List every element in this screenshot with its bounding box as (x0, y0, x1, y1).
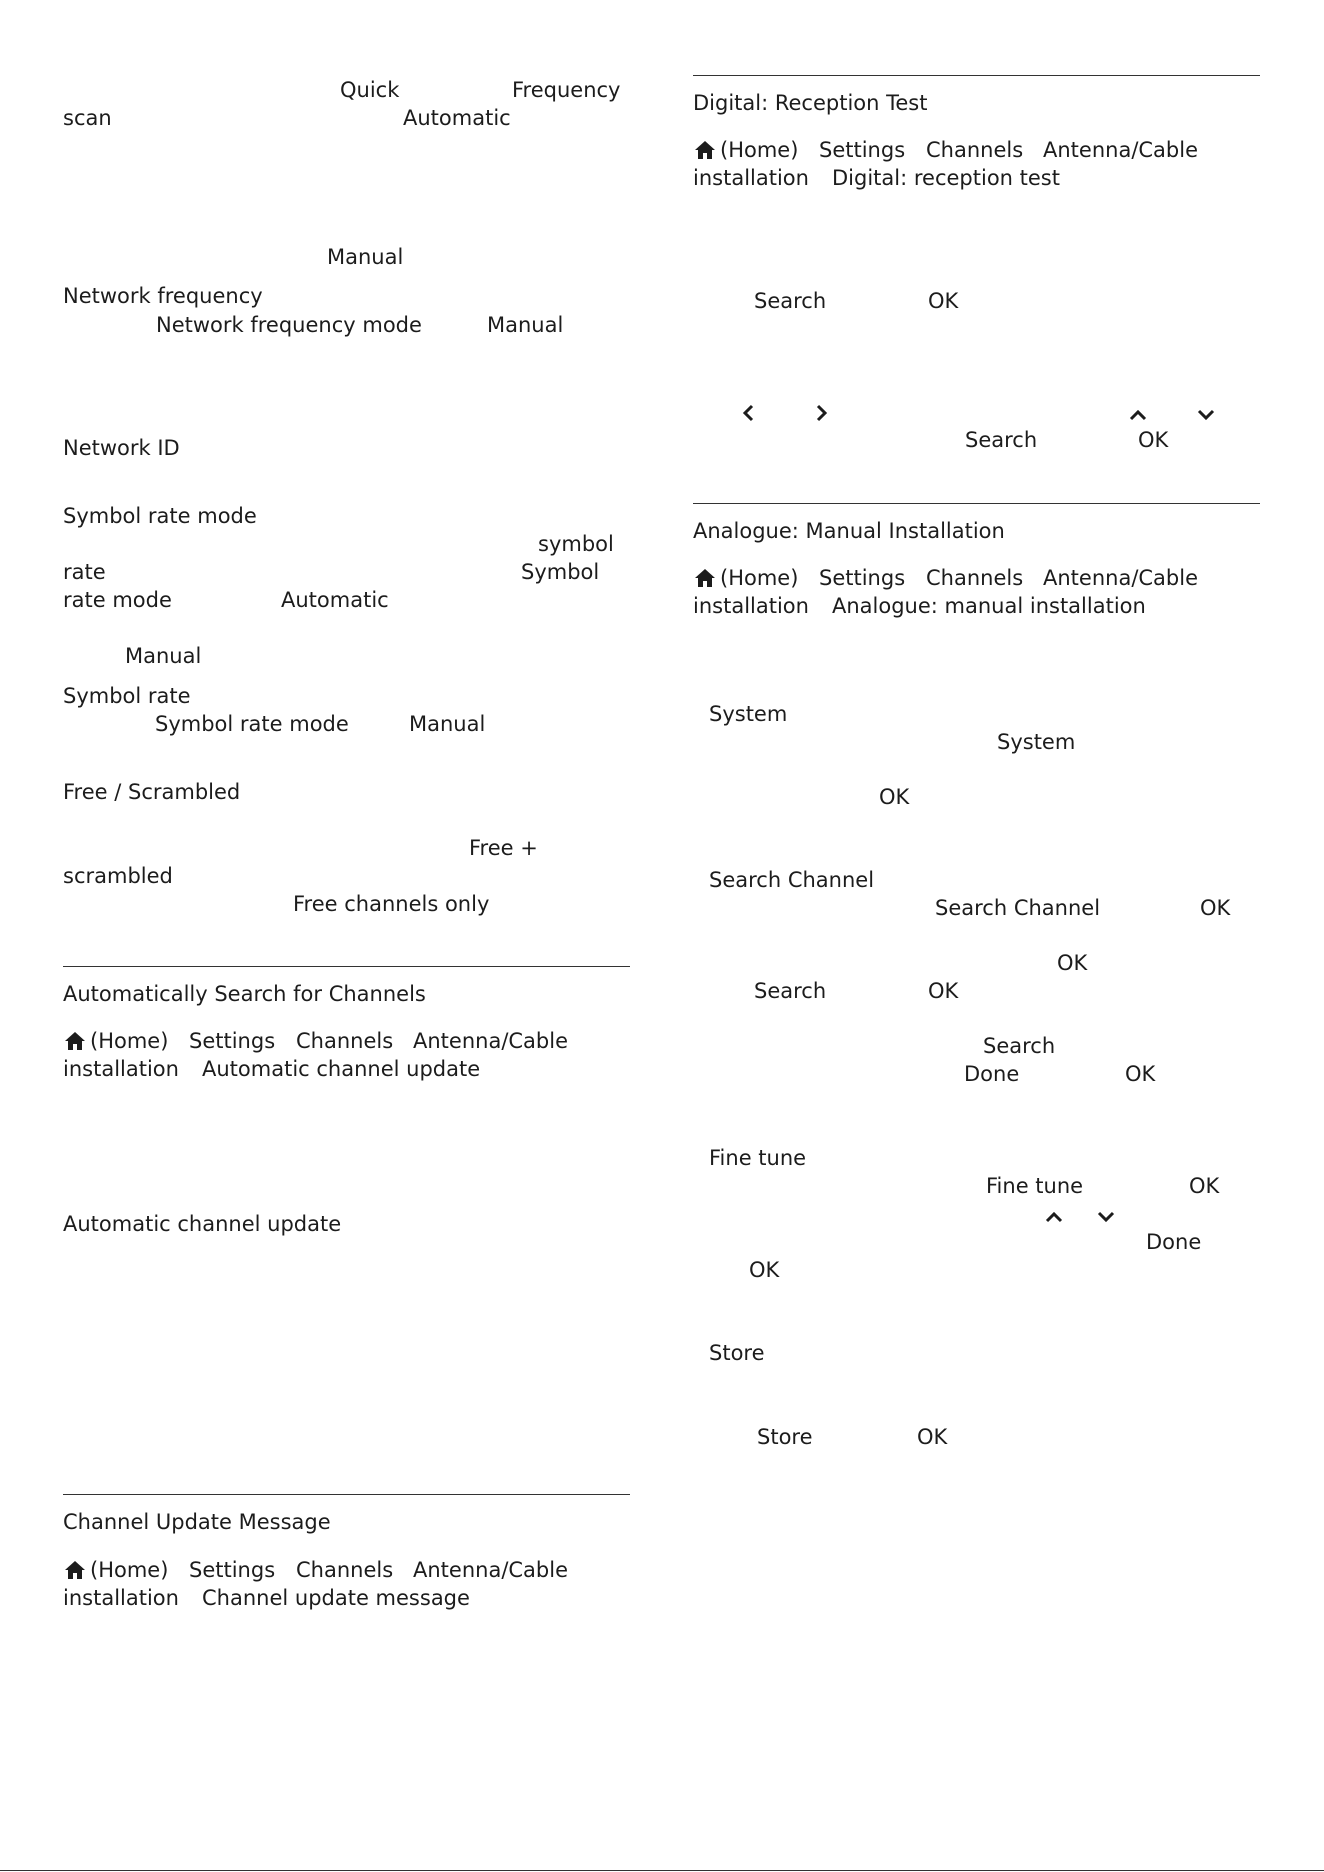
chevron-left-icon (738, 402, 760, 424)
home-icon (63, 1029, 87, 1053)
path-channels: Channels (296, 1558, 394, 1582)
manual-keyword: Manual (487, 313, 564, 337)
ok-keyword: OK (1200, 896, 1231, 920)
path-installation: installation (693, 166, 809, 190)
frequency-keyword: Frequency (512, 78, 621, 102)
manual-keyword: Manual (409, 712, 486, 736)
chevron-up-icon (1127, 404, 1149, 426)
scrambled-keyword: scrambled (63, 864, 173, 888)
store-heading: Store (709, 1341, 765, 1365)
path-installation: installation (63, 1586, 179, 1610)
search-channel-heading: Search Channel (709, 868, 875, 892)
ok-keyword: OK (928, 979, 959, 1003)
automatic-keyword: Automatic (281, 588, 389, 612)
search-channel-keyword: Search Channel (935, 896, 1101, 920)
free-scrambled-heading: Free / Scrambled (63, 780, 241, 804)
chevron-up-icon (1043, 1206, 1065, 1228)
path-home: (Home) (720, 566, 799, 590)
network-frequency-heading: Network frequency (63, 284, 263, 308)
section-divider (63, 1494, 630, 1495)
chevron-down-icon (1095, 1206, 1117, 1228)
symbol-keyword: Symbol (521, 560, 600, 584)
scan-keyword: scan (63, 106, 112, 130)
ok-keyword: OK (928, 289, 959, 313)
chevron-down-icon (1195, 404, 1217, 426)
path-target: Digital: reception test (832, 166, 1060, 190)
path-settings: Settings (189, 1558, 276, 1582)
section-title: Channel Update Message (63, 1510, 331, 1534)
network-id-heading: Network ID (63, 436, 180, 460)
path-settings: Settings (819, 138, 906, 162)
section-title: Analogue: Manual Installation (693, 519, 1005, 543)
path-antenna-cable: Antenna/Cable (413, 1029, 569, 1053)
search-keyword: Search (754, 289, 827, 313)
path-home: (Home) (90, 1029, 169, 1053)
path-settings: Settings (819, 566, 906, 590)
ok-keyword: OK (1138, 428, 1169, 452)
system-heading: System (709, 702, 788, 726)
path-channels: Channels (926, 138, 1024, 162)
path-installation: installation (693, 594, 809, 618)
network-frequency-mode-keyword: Network frequency mode (156, 313, 422, 337)
ok-keyword: OK (879, 785, 910, 809)
manual-keyword: Manual (125, 644, 202, 668)
ok-keyword: OK (1189, 1174, 1220, 1198)
manual-keyword: Manual (327, 245, 404, 269)
path-antenna-cable: Antenna/Cable (413, 1558, 569, 1582)
path-target: Channel update message (202, 1586, 470, 1610)
search-keyword: Search (965, 428, 1038, 452)
path-installation: installation (63, 1057, 179, 1081)
section-title: Digital: Reception Test (693, 91, 928, 115)
path-antenna-cable: Antenna/Cable (1043, 566, 1199, 590)
home-icon (63, 1558, 87, 1582)
store-keyword: Store (757, 1425, 813, 1449)
path-antenna-cable: Antenna/Cable (1043, 138, 1199, 162)
quick-keyword: Quick (340, 78, 400, 102)
free-plus-keyword: Free + (469, 836, 538, 860)
path-target: Analogue: manual installation (832, 594, 1146, 618)
symbol-rate-heading: Symbol rate (63, 684, 191, 708)
fine-tune-heading: Fine tune (709, 1146, 807, 1170)
system-keyword: System (997, 730, 1076, 754)
section-divider (693, 503, 1260, 504)
ok-keyword: OK (749, 1258, 780, 1282)
symbol-keyword: symbol (538, 532, 614, 556)
ok-keyword: OK (1125, 1062, 1156, 1086)
rate-keyword: rate (63, 560, 106, 584)
section-divider (693, 75, 1260, 76)
section-divider (63, 966, 630, 967)
rate-mode-keyword: rate mode (63, 588, 172, 612)
path-home: (Home) (90, 1558, 169, 1582)
home-icon (693, 138, 717, 162)
path-channels: Channels (296, 1029, 394, 1053)
search-keyword: Search (983, 1034, 1056, 1058)
automatic-channel-update-heading: Automatic channel update (63, 1212, 342, 1236)
home-icon (693, 566, 717, 590)
chevron-right-icon (810, 402, 832, 424)
path-home: (Home) (720, 138, 799, 162)
symbol-rate-mode-heading: Symbol rate mode (63, 504, 257, 528)
done-keyword: Done (964, 1062, 1020, 1086)
path-settings: Settings (189, 1029, 276, 1053)
ok-keyword: OK (917, 1425, 948, 1449)
ok-keyword: OK (1057, 951, 1088, 975)
path-channels: Channels (926, 566, 1024, 590)
page-bottom-rule (0, 1870, 1324, 1871)
path-target: Automatic channel update (202, 1057, 481, 1081)
done-keyword: Done (1146, 1230, 1202, 1254)
automatic-keyword: Automatic (403, 106, 511, 130)
search-keyword: Search (754, 979, 827, 1003)
fine-tune-keyword: Fine tune (986, 1174, 1084, 1198)
symbol-rate-mode-keyword: Symbol rate mode (155, 712, 349, 736)
free-channels-only-keyword: Free channels only (293, 892, 490, 916)
section-title: Automatically Search for Channels (63, 982, 426, 1006)
